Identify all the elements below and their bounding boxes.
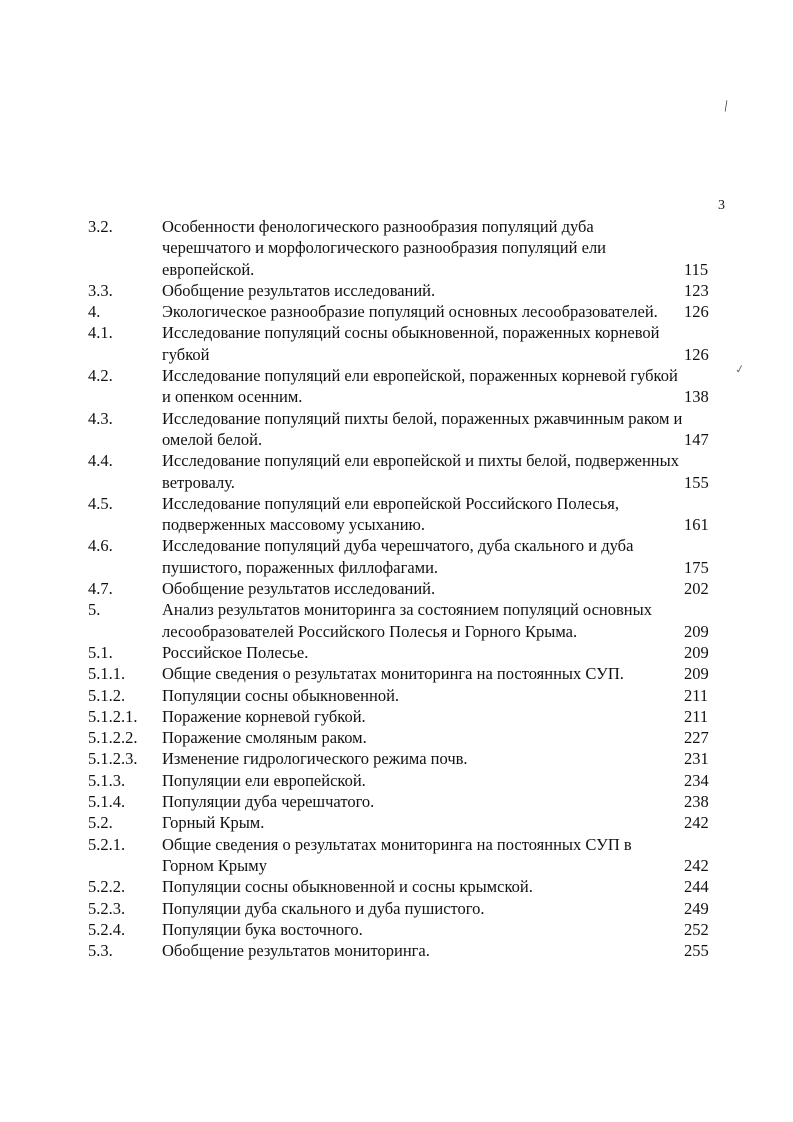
table-of-contents <box>88 216 728 961</box>
toc-row <box>88 706 728 727</box>
toc-page-number: 209 <box>684 621 709 641</box>
toc-section-title: Популяции бука восточного. <box>162 919 363 939</box>
toc-section-title: Популяции дуба скального и дуба пушистого. <box>162 898 485 918</box>
toc-page-number: 234 <box>684 770 709 790</box>
toc-section-title: Исследование популяций ели европейской Российского Полесья, подверженных массовому усыханию. <box>162 493 619 535</box>
toc-row <box>88 450 728 493</box>
toc-page-number: 255 <box>684 941 709 961</box>
toc-section-number: 4.5. <box>88 493 113 513</box>
toc-row <box>88 493 728 536</box>
toc-section-number: 4.3. <box>88 408 113 428</box>
toc-section-title: Исследование популяций дуба черешчатого, дуба скального и дуба пушистого, пораженных филлофагами. <box>162 536 634 577</box>
toc-row <box>88 663 728 684</box>
toc-page-number: 209 <box>684 642 709 662</box>
toc-section-title: Популяции ели европейской. <box>162 770 366 790</box>
toc-row <box>88 812 728 833</box>
toc-row <box>88 599 728 642</box>
toc-page-number: 123 <box>684 280 709 300</box>
toc-section-title: Обобщение результатов исследований. <box>162 280 436 300</box>
toc-section-number: 4.4. <box>88 451 113 471</box>
toc-section-title: Популяции сосны обыкновенной. <box>162 685 400 705</box>
toc-section-number: 5.2. <box>88 813 113 833</box>
toc-row <box>88 748 728 769</box>
toc-row <box>88 322 728 365</box>
toc-page-number: 244 <box>684 877 709 897</box>
toc-page-number: 238 <box>684 792 709 812</box>
toc-row <box>88 280 728 301</box>
toc-section-number: 5.1.1. <box>88 664 126 684</box>
toc-page-number: 202 <box>684 579 709 599</box>
toc-section-number: 4.1. <box>88 323 113 343</box>
toc-section-number: 5.1.2.2. <box>88 728 138 748</box>
toc-row <box>88 365 728 408</box>
toc-page-number: 115 <box>684 259 709 279</box>
toc-section-title: Горный Крым. <box>162 813 265 833</box>
toc-page-number: 126 <box>684 302 709 322</box>
toc-page-number: 161 <box>684 515 709 535</box>
toc-section-title: Обобщение результатов исследований. <box>162 579 436 599</box>
toc-page-number: 252 <box>684 919 709 939</box>
toc-row <box>88 898 728 919</box>
toc-page-number: 242 <box>684 855 709 875</box>
toc-section-number: 5. <box>88 600 101 620</box>
toc-section-title: Общие сведения о результатах мониторинга на постоянных СУП в Горном Крыму <box>162 834 632 875</box>
toc-section-number: 5.2.3. <box>88 898 126 918</box>
toc-row <box>88 408 728 451</box>
toc-section-number: 4.7. <box>88 579 113 599</box>
toc-page-number: 138 <box>684 387 709 407</box>
toc-row <box>88 876 728 897</box>
toc-section-number: 5.1.3. <box>88 770 126 790</box>
toc-page-number: 175 <box>684 557 709 577</box>
toc-section-title: Исследование популяций ели европейской и пихты белой, подверженных ветровалу. <box>162 451 679 492</box>
toc-row <box>88 791 728 812</box>
toc-section-number: 5.1.2.3. <box>88 749 138 769</box>
toc-section-title: Поражение смоляным раком. <box>162 728 367 748</box>
toc-section-title: Исследование популяций пихты белой, пораженных ржавчинным раком и омелой белой. <box>162 408 683 449</box>
toc-section-number: 4. <box>88 302 101 322</box>
toc-section-number: 5.1.4. <box>88 792 126 812</box>
toc-page-number: 231 <box>684 749 709 769</box>
toc-row <box>88 578 728 599</box>
toc-section-number: 5.1. <box>88 642 113 662</box>
toc-section-title: Российское Полесье. <box>162 642 309 662</box>
toc-section-number: 4.6. <box>88 536 113 556</box>
toc-section-title: Поражение корневой губкой. <box>162 706 366 726</box>
toc-page-number: 211 <box>684 685 709 705</box>
toc-section-number: 3.2. <box>88 217 113 236</box>
toc-page-number: 242 <box>684 813 709 833</box>
toc-section-title: Экологическое разнообразие популяций основных лесообразователей. <box>162 302 658 322</box>
toc-row <box>88 642 728 663</box>
toc-section-title: Особенности фенологического разнообразия популяций дуба черешчатого и морфологического разнообразия популяций ели европейской. <box>162 217 607 279</box>
toc-section-title: Анализ результатов мониторинга за состоянием популяций основных лесообразователей Российского Полесья и Горного Крыма. <box>162 600 652 641</box>
toc-section-number: 3.3. <box>88 280 113 300</box>
toc-row <box>88 535 728 578</box>
toc-row <box>88 770 728 791</box>
toc-row <box>88 685 728 706</box>
toc-section-number: 5.2.4. <box>88 919 126 939</box>
toc-row <box>88 727 728 748</box>
toc-section-title: Изменение гидрологического режима почв. <box>162 749 468 769</box>
toc-section-title: Популяции дуба черешчатого. <box>162 792 375 812</box>
toc-section-number: 5.3. <box>88 941 113 961</box>
toc-row <box>88 216 728 280</box>
toc-section-title: Обобщение результатов мониторинга. <box>162 941 430 961</box>
toc-row <box>88 301 728 322</box>
toc-section-title: Общие сведения о результатах мониторинга на постоянных СУП. <box>162 664 624 684</box>
toc-row <box>88 940 728 961</box>
toc-section-number: 5.2.1. <box>88 834 126 854</box>
toc-section-number: 5.1.2.1. <box>88 706 138 726</box>
toc-page-number: 227 <box>684 728 709 748</box>
toc-section-title: Исследование популяций ели европейской, пораженных корневой губкой и опенком осенним. <box>162 366 678 407</box>
toc-section-number: 4.2. <box>88 366 113 386</box>
toc-section-number: 5.1.2. <box>88 685 126 705</box>
page-number: 3 <box>718 198 725 213</box>
toc-page-number: 147 <box>684 429 709 449</box>
toc-row <box>88 919 728 940</box>
toc-row <box>88 834 728 877</box>
toc-section-title: Исследование популяций сосны обыкновенной, пораженных корневой губкой <box>162 323 660 364</box>
toc-section-title: Популяции сосны обыкновенной и сосны крымской. <box>162 877 533 897</box>
toc-page-number: 249 <box>684 898 709 918</box>
pencil-mark-icon: / <box>722 97 730 116</box>
toc-page-number: 155 <box>684 472 709 492</box>
toc-section-number: 5.2.2. <box>88 877 126 897</box>
toc-page-number: 126 <box>684 344 709 364</box>
pencil-mark-icon: ✓ <box>733 361 747 377</box>
toc-page-number: 209 <box>684 664 709 684</box>
toc-page-number: 211 <box>684 706 709 726</box>
